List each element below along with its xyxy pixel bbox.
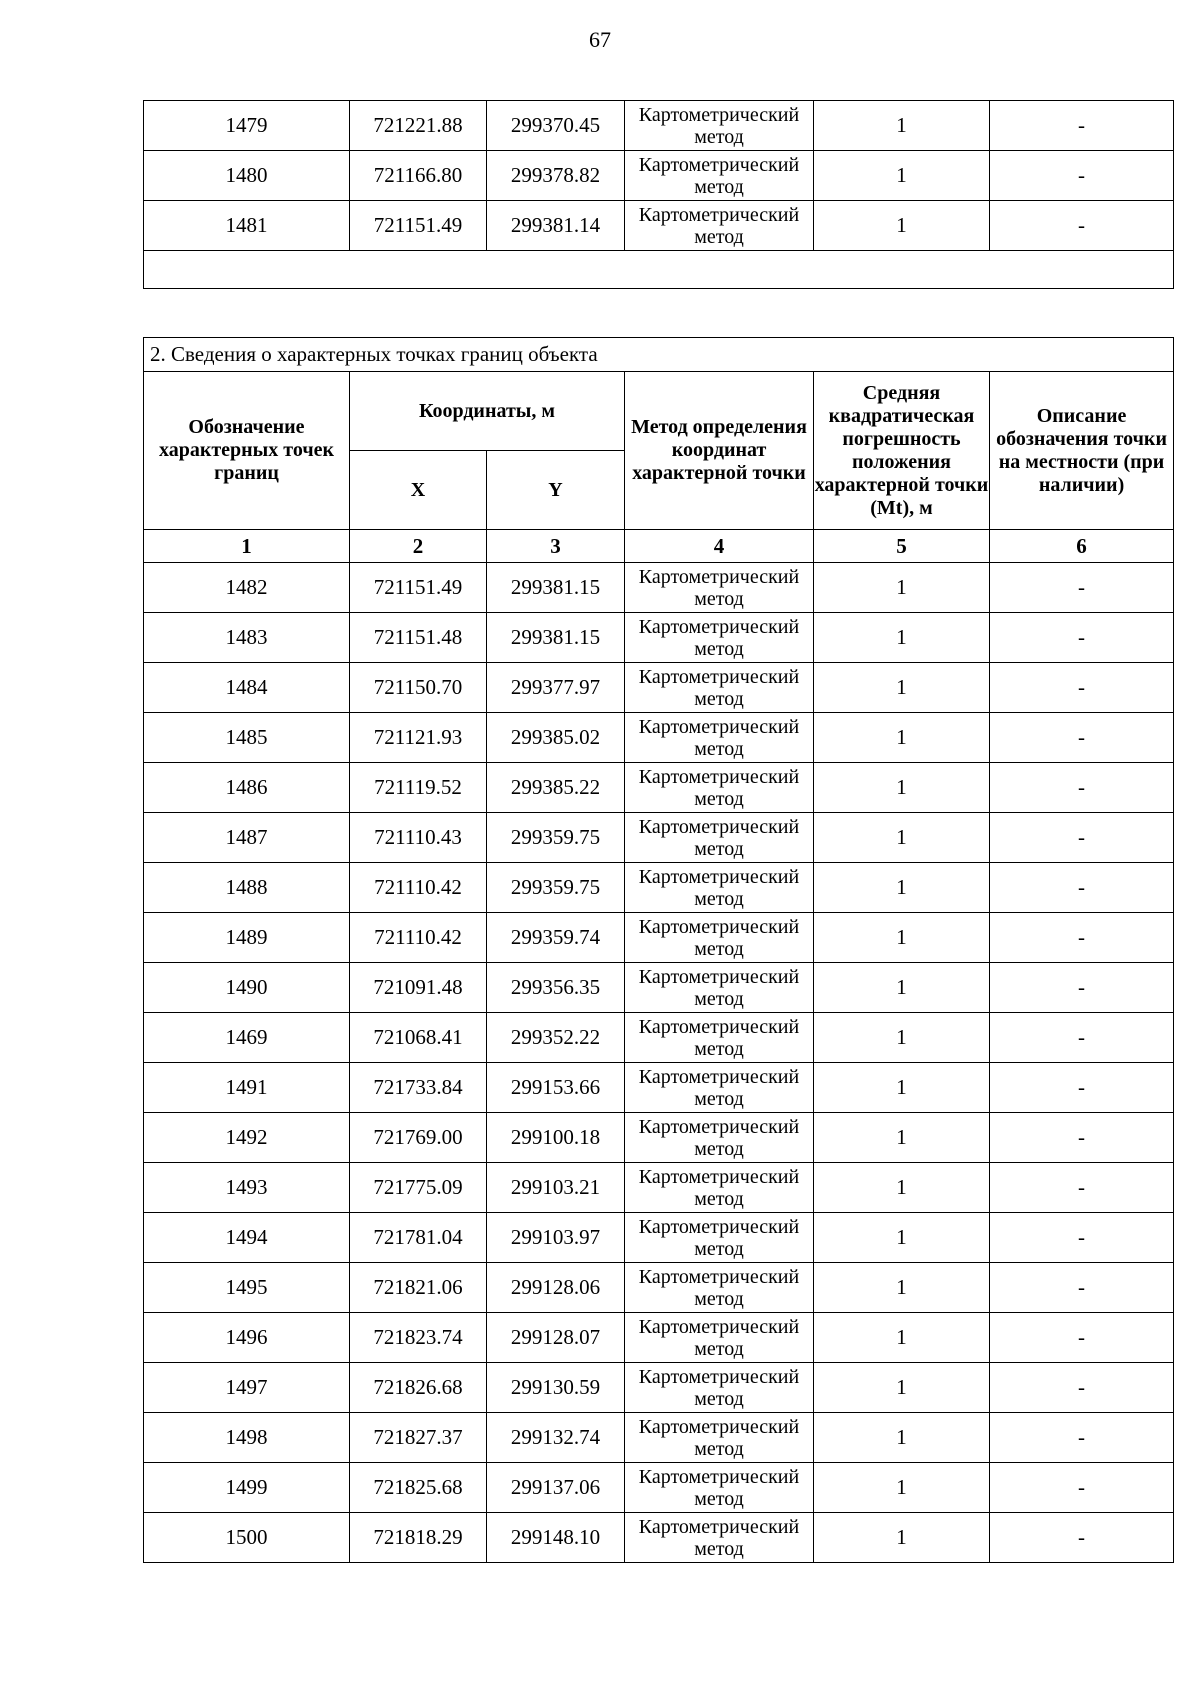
- error-cell: 1: [814, 863, 990, 913]
- table-row: [144, 763, 1174, 813]
- point-id-cell: 1491: [144, 1063, 350, 1113]
- y-coordinate-cell: 299381.15: [487, 563, 625, 613]
- table-row: [144, 151, 1174, 201]
- error-cell: 1: [814, 1013, 990, 1063]
- method-cell: Картометрический метод: [625, 713, 814, 763]
- section-title: 2. Сведения о характерных точках границ объекта: [144, 338, 1174, 372]
- method-cell: Картометрический метод: [625, 1313, 814, 1363]
- table-row: [144, 1463, 1174, 1513]
- error-cell: 1: [814, 1113, 990, 1163]
- y-coordinate-cell: 299356.35: [487, 963, 625, 1013]
- point-id-cell: 1499: [144, 1463, 350, 1513]
- column-number: 1: [144, 530, 350, 563]
- x-coordinate-cell: 721151.49: [350, 563, 487, 613]
- point-id-cell: 1483: [144, 613, 350, 663]
- description-cell: -: [990, 1413, 1174, 1463]
- y-coordinate-cell: 299381.14: [487, 201, 625, 251]
- point-id-cell: 1489: [144, 913, 350, 963]
- description-cell: -: [990, 1313, 1174, 1363]
- error-cell: 1: [814, 101, 990, 151]
- error-cell: 1: [814, 563, 990, 613]
- method-cell: Картометрический метод: [625, 1463, 814, 1513]
- error-cell: 1: [814, 151, 990, 201]
- method-cell: Картометрический метод: [625, 963, 814, 1013]
- error-cell: 1: [814, 663, 990, 713]
- description-cell: -: [990, 1063, 1174, 1113]
- description-cell: -: [990, 1263, 1174, 1313]
- y-coordinate-cell: 299385.22: [487, 763, 625, 813]
- description-cell: -: [990, 563, 1174, 613]
- description-cell: -: [990, 963, 1174, 1013]
- x-coordinate-cell: 721781.04: [350, 1213, 487, 1263]
- method-cell: Картометрический метод: [625, 201, 814, 251]
- x-coordinate-cell: 721068.41: [350, 1013, 487, 1063]
- x-coordinate-cell: 721818.29: [350, 1513, 487, 1563]
- point-id-cell: 1482: [144, 563, 350, 613]
- y-coordinate-cell: 299359.75: [487, 863, 625, 913]
- method-cell: Картометрический метод: [625, 613, 814, 663]
- description-cell: -: [990, 1163, 1174, 1213]
- table-row: [144, 713, 1174, 763]
- column-number: 6: [990, 530, 1174, 563]
- error-cell: 1: [814, 1163, 990, 1213]
- error-cell: 1: [814, 1313, 990, 1363]
- table-row: [144, 1363, 1174, 1413]
- method-cell: Картометрический метод: [625, 863, 814, 913]
- header-y: Y: [487, 451, 625, 530]
- table-row: [144, 1163, 1174, 1213]
- y-coordinate-cell: 299132.74: [487, 1413, 625, 1463]
- method-cell: Картометрический метод: [625, 1013, 814, 1063]
- table-row: [144, 813, 1174, 863]
- method-cell: Картометрический метод: [625, 663, 814, 713]
- boundary-points-body: [144, 563, 1174, 1563]
- empty-row: [144, 251, 1174, 289]
- method-cell: Картометрический метод: [625, 1263, 814, 1313]
- y-coordinate-cell: 299153.66: [487, 1063, 625, 1113]
- table-row: [144, 963, 1174, 1013]
- y-coordinate-cell: 299381.15: [487, 613, 625, 663]
- description-cell: -: [990, 763, 1174, 813]
- error-cell: 1: [814, 1413, 990, 1463]
- x-coordinate-cell: 721775.09: [350, 1163, 487, 1213]
- y-coordinate-cell: 299103.21: [487, 1163, 625, 1213]
- point-id-cell: 1487: [144, 813, 350, 863]
- x-coordinate-cell: 721091.48: [350, 963, 487, 1013]
- y-coordinate-cell: 299128.07: [487, 1313, 625, 1363]
- point-id-cell: 1496: [144, 1313, 350, 1363]
- table-row: [144, 613, 1174, 663]
- method-cell: Картометрический метод: [625, 1363, 814, 1413]
- point-id-cell: 1498: [144, 1413, 350, 1463]
- error-cell: 1: [814, 1463, 990, 1513]
- table-row: [144, 1513, 1174, 1563]
- header-error: Средняя квадратическая погрешность положения характерной точки (Mt), м: [814, 372, 990, 530]
- point-id-cell: 1484: [144, 663, 350, 713]
- x-coordinate-cell: 721221.88: [350, 101, 487, 151]
- description-cell: -: [990, 101, 1174, 151]
- header-x: X: [350, 451, 487, 530]
- table-row: [144, 1013, 1174, 1063]
- page-number: 67: [589, 27, 611, 52]
- description-cell: -: [990, 613, 1174, 663]
- table-row: [144, 663, 1174, 713]
- error-cell: 1: [814, 613, 990, 663]
- description-cell: -: [990, 1363, 1174, 1413]
- y-coordinate-cell: 299137.06: [487, 1463, 625, 1513]
- table-row: [144, 1113, 1174, 1163]
- table-row: [144, 1413, 1174, 1463]
- table-row: [144, 1313, 1174, 1363]
- table-row: [144, 201, 1174, 251]
- y-coordinate-cell: 299103.97: [487, 1213, 625, 1263]
- method-cell: Картометрический метод: [625, 1413, 814, 1463]
- error-cell: 1: [814, 1363, 990, 1413]
- point-id-cell: 1490: [144, 963, 350, 1013]
- point-id-cell: 1497: [144, 1363, 350, 1413]
- x-coordinate-cell: 721151.49: [350, 201, 487, 251]
- continued-points-body: [144, 101, 1174, 251]
- x-coordinate-cell: 721823.74: [350, 1313, 487, 1363]
- y-coordinate-cell: 299130.59: [487, 1363, 625, 1413]
- description-cell: -: [990, 1463, 1174, 1513]
- point-id-cell: 1469: [144, 1013, 350, 1063]
- point-id-cell: 1486: [144, 763, 350, 813]
- point-id-cell: 1479: [144, 101, 350, 151]
- header-description: Описание обозначения точки на местности (при наличии): [990, 372, 1174, 530]
- method-cell: Картометрический метод: [625, 913, 814, 963]
- method-cell: Картометрический метод: [625, 1063, 814, 1113]
- column-number: 5: [814, 530, 990, 563]
- error-cell: 1: [814, 913, 990, 963]
- x-coordinate-cell: 721827.37: [350, 1413, 487, 1463]
- empty-cell: [144, 251, 1174, 289]
- y-coordinate-cell: 299359.74: [487, 913, 625, 963]
- y-coordinate-cell: 299128.06: [487, 1263, 625, 1313]
- header-point-designation: Обозначение характерных точек границ: [144, 372, 350, 530]
- error-cell: 1: [814, 763, 990, 813]
- table-row: [144, 101, 1174, 151]
- x-coordinate-cell: 721110.42: [350, 913, 487, 963]
- error-cell: 1: [814, 201, 990, 251]
- column-number: 3: [487, 530, 625, 563]
- error-cell: 1: [814, 1063, 990, 1113]
- description-cell: -: [990, 1013, 1174, 1063]
- x-coordinate-cell: 721825.68: [350, 1463, 487, 1513]
- table-row: [144, 1213, 1174, 1263]
- method-cell: Картометрический метод: [625, 1113, 814, 1163]
- y-coordinate-cell: 299377.97: [487, 663, 625, 713]
- method-cell: Картометрический метод: [625, 151, 814, 201]
- point-id-cell: 1480: [144, 151, 350, 201]
- description-cell: -: [990, 663, 1174, 713]
- error-cell: 1: [814, 963, 990, 1013]
- description-cell: -: [990, 151, 1174, 201]
- table-row: [144, 913, 1174, 963]
- point-id-cell: 1481: [144, 201, 350, 251]
- table-row: [144, 1263, 1174, 1313]
- description-cell: -: [990, 1513, 1174, 1563]
- error-cell: 1: [814, 813, 990, 863]
- y-coordinate-cell: 299378.82: [487, 151, 625, 201]
- point-id-cell: 1492: [144, 1113, 350, 1163]
- column-number: 4: [625, 530, 814, 563]
- description-cell: -: [990, 1113, 1174, 1163]
- x-coordinate-cell: 721733.84: [350, 1063, 487, 1113]
- y-coordinate-cell: 299385.02: [487, 713, 625, 763]
- point-id-cell: 1488: [144, 863, 350, 913]
- table-row: [144, 1063, 1174, 1113]
- y-coordinate-cell: 299352.22: [487, 1013, 625, 1063]
- x-coordinate-cell: 721769.00: [350, 1113, 487, 1163]
- method-cell: Картометрический метод: [625, 763, 814, 813]
- x-coordinate-cell: 721166.80: [350, 151, 487, 201]
- x-coordinate-cell: 721151.48: [350, 613, 487, 663]
- description-cell: -: [990, 813, 1174, 863]
- error-cell: 1: [814, 1213, 990, 1263]
- method-cell: Картометрический метод: [625, 101, 814, 151]
- error-cell: 1: [814, 1263, 990, 1313]
- y-coordinate-cell: 299100.18: [487, 1113, 625, 1163]
- description-cell: -: [990, 201, 1174, 251]
- table-row: [144, 563, 1174, 613]
- x-coordinate-cell: 721821.06: [350, 1263, 487, 1313]
- header-method: Метод определения координат характерной точки: [625, 372, 814, 530]
- error-cell: 1: [814, 1513, 990, 1563]
- method-cell: Картометрический метод: [625, 563, 814, 613]
- table-row: [144, 863, 1174, 913]
- point-id-cell: 1493: [144, 1163, 350, 1213]
- x-coordinate-cell: 721121.93: [350, 713, 487, 763]
- x-coordinate-cell: 721826.68: [350, 1363, 487, 1413]
- point-id-cell: 1485: [144, 713, 350, 763]
- method-cell: Картометрический метод: [625, 813, 814, 863]
- x-coordinate-cell: 721110.42: [350, 863, 487, 913]
- method-cell: Картометрический метод: [625, 1513, 814, 1563]
- x-coordinate-cell: 721110.43: [350, 813, 487, 863]
- description-cell: -: [990, 1213, 1174, 1263]
- x-coordinate-cell: 721150.70: [350, 663, 487, 713]
- continued-points-table: [143, 100, 1174, 289]
- x-coordinate-cell: 721119.52: [350, 763, 487, 813]
- column-numbers-row: [144, 530, 1174, 563]
- method-cell: Картометрический метод: [625, 1163, 814, 1213]
- column-number: 2: [350, 530, 487, 563]
- y-coordinate-cell: 299359.75: [487, 813, 625, 863]
- description-cell: -: [990, 913, 1174, 963]
- y-coordinate-cell: 299148.10: [487, 1513, 625, 1563]
- boundary-points-table: [143, 337, 1174, 1563]
- point-id-cell: 1495: [144, 1263, 350, 1313]
- point-id-cell: 1500: [144, 1513, 350, 1563]
- description-cell: -: [990, 713, 1174, 763]
- method-cell: Картометрический метод: [625, 1213, 814, 1263]
- header-coordinates: Координаты, м: [350, 372, 625, 451]
- y-coordinate-cell: 299370.45: [487, 101, 625, 151]
- description-cell: -: [990, 863, 1174, 913]
- error-cell: 1: [814, 713, 990, 763]
- point-id-cell: 1494: [144, 1213, 350, 1263]
